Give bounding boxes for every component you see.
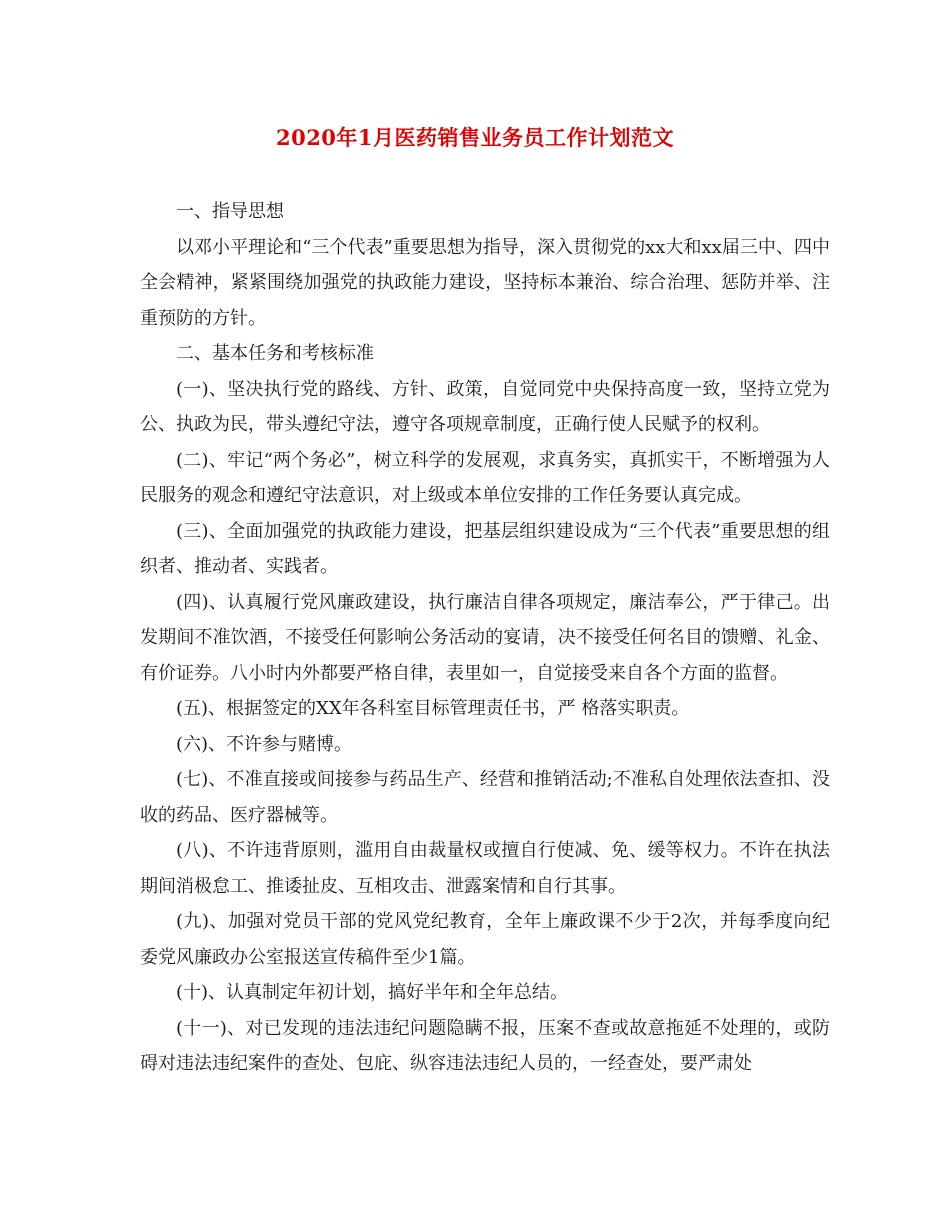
list-item-11: (十一)、对已发现的违法违纪问题隐瞒不报，压案不查或故意拖延不处理的，或防碍对违法违纪案件的查处、包庇、纵容违法违纪人员的，一经查处，要严肃处: [140, 1017, 830, 1074]
section-heading-basic-tasks: 二、基本任务和考核标准: [176, 343, 374, 364]
list-item-4: (四)、认真履行党风廉政建设，执行廉洁自律各项规定，廉洁奉公，严于律己。出发期间不准饮酒，不接受任何影响公务活动的宴请，决不接受任何名目的馈赠、礼金、有价证券。八小时内外都要严格自律，表里如一，自觉接受来自各个方面的监督。: [140, 591, 830, 684]
list-item-8: (八)、不许违背原则，滥用自由裁量权或擅自行使减、免、缓等权力。不许在执法期间消极怠工、推诿扯皮、互相攻击、泄露案情和自行其事。: [140, 840, 830, 897]
document-title: 2020年1月医药销售业务员工作计划范文: [275, 125, 675, 150]
document-body: [140, 194, 830, 1082]
section-heading-guiding-ideology: 一、指导思想: [176, 201, 284, 222]
list-item-5: (五)、根据签定的XX年各科室目标管理责任书，严 格落实职责。: [176, 698, 690, 719]
paragraph-guiding-ideology: 以邓小平理论和“三个代表”重要思想为指导，深入贯彻党的xx大和xx届三中、四中全会精神，紧紧围绕加强党的执政能力建设，坚持标本兼治、综合治理、惩防并举、注重预防的方针。: [140, 236, 830, 329]
list-item-9: (九)、加强对党员干部的党风党纪教育，全年上廉政课不少于2次，并每季度向纪委党风廉政办公室报送宣传稿件至少1篇。: [140, 911, 830, 968]
list-item-6: (六)、不许参与赌博。: [176, 733, 353, 755]
list-item-2: (二)、牢记“两个务必”，树立科学的发展观，求真务实，真抓实干，不断增强为人民服务的观念和遵纪守法意识，对上级或本单位安排的工作任务要认真完成。: [140, 449, 830, 506]
list-item-7: (七)、不准直接或间接参与药品生产、经营和推销活动;不准私自处理依法查扣、没收的药品、医疗器械等。: [140, 769, 830, 826]
list-item-1: (一)、坚决执行党的路线、方针、政策，自觉同党中央保持高度一致，坚持立党为公、执政为民，带头遵纪守法，遵守各项规章制度，正确行使人民赋予的权利。: [140, 378, 830, 435]
list-item-3: (三)、全面加强党的执政能力建设，把基层组织建设成为“三个代表”重要思想的组织者、推动者、实践者。: [140, 520, 830, 577]
list-item-10: (十)、认真制定年初计划，搞好半年和全年总结。: [176, 982, 569, 1003]
